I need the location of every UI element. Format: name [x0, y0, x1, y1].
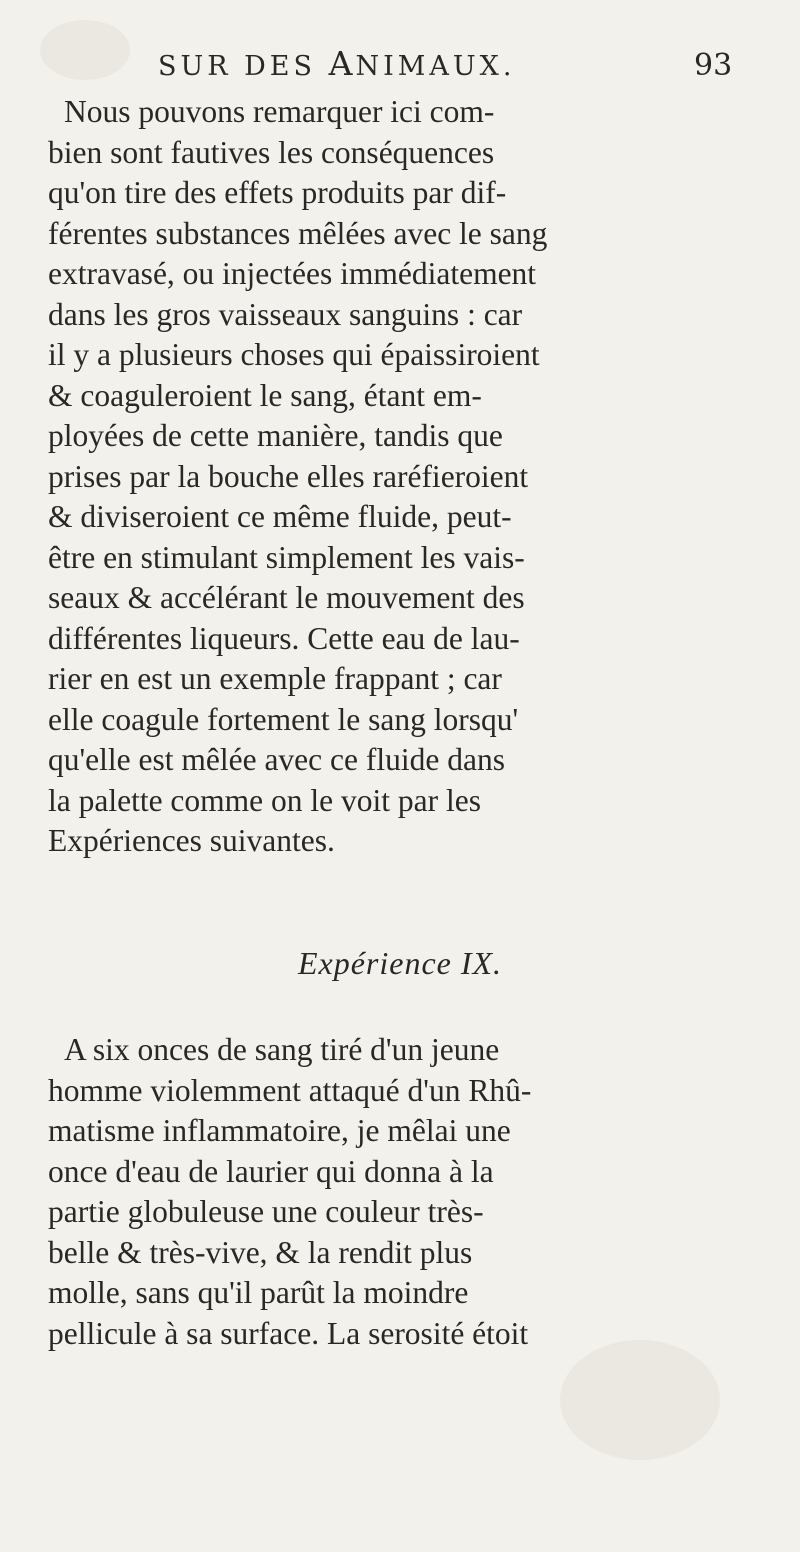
text-line: molle, sans qu'il parût la moindre — [48, 1275, 469, 1310]
text-line: dans les gros vaisseaux sanguins : car — [48, 296, 523, 332]
text-line: ployées de cette manière, tandis que — [48, 418, 503, 453]
paper-stain — [40, 20, 130, 80]
text-line: bien sont fautives les conséquences — [48, 134, 495, 170]
page-number: 93 — [694, 48, 733, 83]
text-line: belle & très-vive, & la rendit plus — [48, 1234, 473, 1270]
text-line: la palette comme on le voit par les — [48, 782, 481, 818]
paragraph-2 — [48, 1030, 668, 1354]
running-head-rest: NIMAUX. — [355, 51, 516, 82]
paper-stain — [560, 1340, 720, 1460]
text-line: A six onces de sang tiré d'un jeune — [64, 1032, 500, 1067]
text-line: pellicule à sa surface. La serosité étoit — [48, 1315, 529, 1351]
text-line: homme violemment attaqué d'un Rhû- — [48, 1072, 532, 1108]
text-line: férentes substances mêlées avec le sang — [48, 215, 548, 251]
running-head-first: SUR DES — [158, 51, 329, 82]
section-title: Expérience IX. — [297, 945, 503, 981]
text-line: différentes liqueurs. Cette eau de lau- — [48, 620, 520, 656]
text-line: once d'eau de laurier qui donna à la — [48, 1153, 494, 1189]
text-line: Nous pouvons remarquer ici com- — [64, 94, 495, 129]
running-head-cap: A — [328, 44, 356, 83]
text-line: Expériences suivantes. — [48, 823, 335, 858]
text-line: & coaguleroient le sang, étant em- — [48, 377, 482, 413]
text-line: prises par la bouche elles raréfieroient — [48, 458, 529, 494]
text-line: seaux & accélérant le mouvement des — [48, 580, 525, 615]
text-line: qu'on tire des effets produits par dif- — [48, 175, 507, 210]
paragraph-1 — [48, 92, 668, 862]
text-line: qu'elle est mêlée avec ce fluide dans — [48, 742, 505, 777]
running-head — [158, 44, 628, 83]
text-line: rier en est un exemple frappant ; car — [48, 661, 502, 696]
text-line: partie globuleuse une couleur très- — [48, 1194, 484, 1229]
text-line: matisme inflammatoire, je mêlai une — [48, 1113, 511, 1148]
text-line: & diviseroient ce même fluide, peut- — [48, 499, 512, 534]
text-line: être en stimulant simplement les vais- — [48, 539, 525, 575]
text-line: extravasé, ou injectées immédiatement — [48, 256, 537, 291]
text-line: il y a plusieurs choses qui épaissiroient — [48, 337, 540, 372]
text-line: elle coagule fortement le sang lorsqu' — [48, 701, 519, 737]
